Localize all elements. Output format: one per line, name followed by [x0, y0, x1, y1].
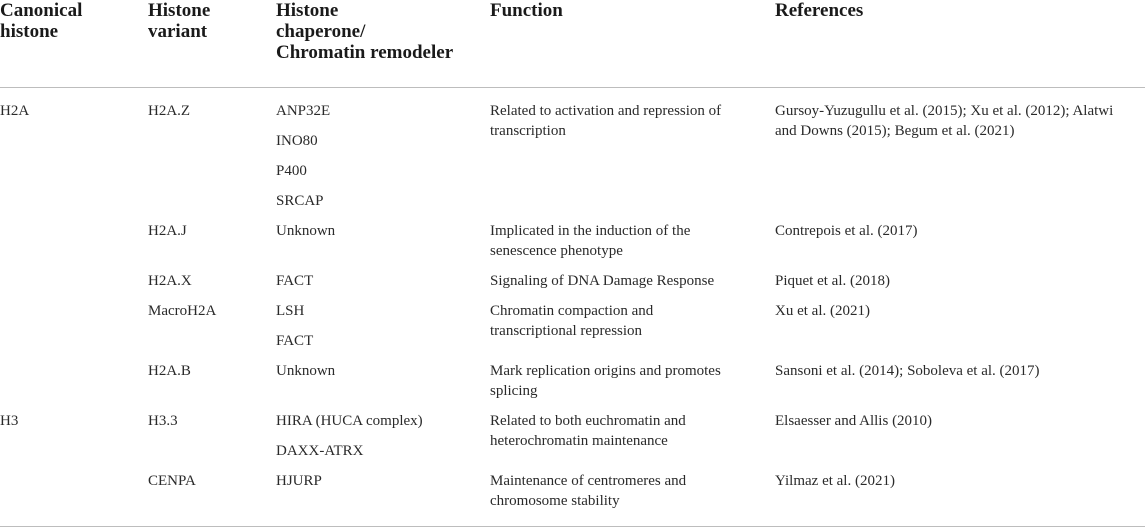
cell-canonical: H3 [0, 413, 19, 429]
cell-chaperone: Unknown [276, 223, 336, 239]
cell-function: senescence phenotype [490, 243, 623, 259]
cell-references: Yilmaz et al. (2021) [775, 473, 895, 489]
header-text: Histone [276, 0, 339, 21]
cell-chaperone: LSH [276, 303, 305, 319]
cell-function: splicing [490, 383, 538, 399]
cell-canonical: H2A [0, 103, 30, 119]
cell-references: Elsaesser and Allis (2010) [775, 413, 933, 429]
header-text: Canonical [0, 0, 83, 21]
cell-function: Related to activation and repression of [490, 103, 722, 119]
cell-chaperone: P400 [276, 163, 307, 179]
bottom-rule [0, 526, 1145, 527]
cell-chaperone: INO80 [276, 133, 318, 149]
header-text: Histone [148, 0, 211, 21]
cell-variant: H2A.J [148, 223, 187, 239]
cell-variant: MacroH2A [148, 303, 217, 319]
cell-function: Signaling of DNA Damage Response [490, 273, 715, 289]
cell-function: Related to both euchromatin and [490, 413, 686, 429]
cell-chaperone: FACT [276, 333, 314, 349]
cell-variant: H2A.X [148, 273, 192, 289]
cell-function: transcriptional repression [490, 323, 643, 339]
cell-variant: H2A.Z [148, 103, 191, 119]
cell-function: Mark replication origins and promotes [490, 363, 721, 379]
cell-chaperone: FACT [276, 273, 314, 289]
header-text: Chromatin remodeler [276, 42, 454, 63]
cell-variant: CENPA [148, 473, 196, 489]
cell-references: Gursoy-Yuzugullu et al. (2015); Xu et al. (2012); Alatwi [775, 103, 1114, 119]
cell-function: Implicated in the induction of the [490, 223, 691, 239]
cell-chaperone: ANP32E [276, 103, 331, 119]
header-histone-variant [148, 0, 210, 42]
header-text: variant [148, 21, 208, 42]
cell-function: transcription [490, 123, 566, 139]
header-function: Function [490, 0, 563, 21]
header-chaperone [276, 0, 453, 63]
cell-function: Chromatin compaction and [490, 303, 654, 319]
header-canonical-histone [0, 0, 82, 42]
cell-function: Maintenance of centromeres and [490, 473, 687, 489]
cell-function: chromosome stability [490, 493, 620, 509]
cell-references: Piquet et al. (2018) [775, 273, 890, 289]
cell-variant: H3.3 [148, 413, 178, 429]
header-text: chaperone/ [276, 21, 366, 42]
cell-function: heterochromatin maintenance [490, 433, 668, 449]
cell-references: Xu et al. (2021) [775, 303, 870, 319]
cell-chaperone: SRCAP [276, 193, 324, 209]
header-references: References [775, 0, 864, 21]
header-text: histone [0, 21, 59, 42]
cell-references: Contrepois et al. (2017) [775, 223, 918, 239]
cell-chaperone: HIRA (HUCA complex) [276, 413, 423, 429]
cell-variant: H2A.B [148, 363, 191, 379]
cell-chaperone: Unknown [276, 363, 336, 379]
cell-references: Sansoni et al. (2014); Soboleva et al. (2017) [775, 363, 1040, 379]
cell-chaperone: HJURP [276, 473, 322, 489]
cell-references: and Downs (2015); Begum et al. (2021) [775, 123, 1015, 139]
header-rule [0, 87, 1145, 88]
cell-chaperone: DAXX-ATRX [276, 443, 364, 459]
